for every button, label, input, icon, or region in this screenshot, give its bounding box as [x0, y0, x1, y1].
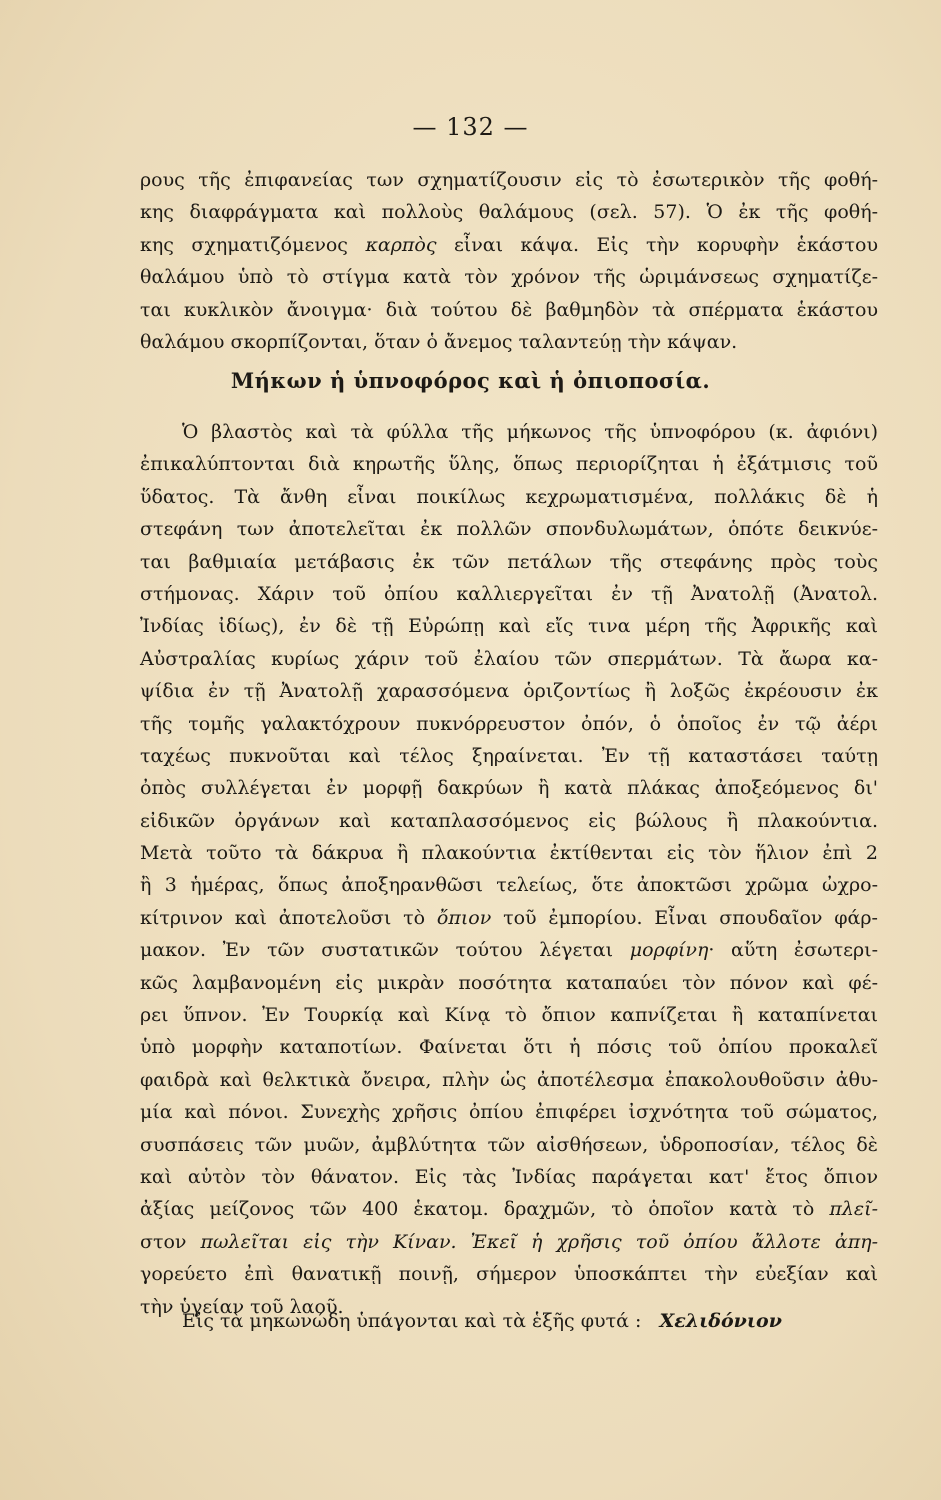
text-line: ρους τῆς ἐπιφανείας των σχηματίζουσιν εἰς τὸ ἐσωτερικὸν τῆς φοθή- — [140, 169, 878, 191]
text-line: τῆς τομῆς γαλακτόχρουν πυκνόρρευστον ὀπόν, ὁ ὁποῖος ἐν τῷ ἀέρι — [140, 712, 878, 735]
text-line: γορεύετο ἐπὶ θανατικῇ ποινῇ, σήμερον ὑποσκάπτει τὴν εὐεξίαν καὶ — [140, 1263, 878, 1286]
text-line: ται κυκλικὸν ἄνοιγμα· διὰ τούτου δὲ βαθμηδὸν τὰ σπέρματα ἑκάστου — [140, 298, 878, 321]
bold-italic-term: Χελιδόνιον — [659, 1310, 782, 1332]
text-line: Ἰνδίας ἰδίως), ἐν δὲ τῇ Εὐρώπῃ καὶ εἴς τινα μέρη τῆς Ἀφρικῆς καὶ — [140, 615, 878, 638]
paragraph-papaveraceae — [140, 1305, 878, 1337]
text-line: Μετὰ τοῦτο τὰ δάκρυα ἢ πλακούντια ἐκτίθενται εἰς τὸν ἥλιον ἐπὶ 2 — [140, 842, 878, 865]
paragraph-capsule — [140, 164, 878, 358]
text-line: θαλάμου σκορπίζονται, ὅταν ὁ ἄνεμος ταλαντεύῃ τὴν κάψαν. — [140, 330, 738, 353]
text-line: στήμονας. Χάριν τοῦ ὀπίου καλλιεργεῖται ἐν τῇ Ἀνατολῇ (Ἀνατολ. — [140, 582, 878, 605]
italic-term: μορφίνη — [629, 939, 709, 962]
text-line: Αὐστραλίας κυρίως χάριν τοῦ ἐλαίου τῶν σπερμάτων. Τὰ ἄωρα κα- — [140, 647, 878, 670]
closing-sentence: Εἰς τὰ μηκωνώδη ὑπάγονται καὶ τὰ ἑξῆς φυτά : — [182, 1310, 642, 1332]
text-line: στον πωλεῖται εἰς τὴν Κίναν. Ἐκεῖ ἡ χρῆσις τοῦ ὀπίου ἄλλοτε ἀπη- — [140, 1230, 878, 1253]
text-line: ὑπὸ μορφὴν καταποτίων. Φαίνεται ὅτι ἡ πόσις τοῦ ὀπίου προκαλεῖ — [140, 1036, 878, 1059]
text-line: ἐπικαλύπτονται διὰ κηρωτῆς ὕλης, ὅπως περιορίζηται ἡ ἐξάτμισις τοῦ — [140, 453, 878, 476]
text-line: μακον. Ἐν τῶν συστατικῶν τούτου λέγεται μορφίνη· αὕτη ἐσωτερι- — [140, 939, 878, 962]
text-line: φαιδρὰ καὶ θελκτικὰ ὄνειρα, πλὴν ὡς ἀποτέλεσμα ἐπακολουθοῦσιν ἀθυ- — [140, 1068, 878, 1091]
text-line: ἀξίας μείζονος τῶν 400 ἑκατομ. δραχμῶν, τὸ ὁποῖον κατὰ τὸ πλεῖ- — [140, 1198, 878, 1221]
text-line: καὶ αὐτὸν τὸν θάνατον. Εἰς τὰς Ἰνδίας παράγεται κατ' ἔτος ὄπιον — [140, 1165, 878, 1188]
text-line: κης σχηματιζόμενος καρπὸς εἶναι κάψα. Εἰς τὴν κορυφὴν ἑκάστου — [140, 233, 879, 256]
text-line — [140, 1305, 878, 1337]
text-line: τὴν ὑγείαν τοῦ λαοῦ. — [140, 1295, 344, 1318]
page-number: — 132 — — [412, 113, 529, 141]
section-heading: Μήκων ἡ ὑπνοφόρος καὶ ἡ ὀπιοποσία. — [230, 368, 711, 393]
text-line: ται βαθμιαία μετάβασις ἐκ τῶν πετάλων τῆς στεφάνης πρὸς τοὺς — [140, 550, 878, 573]
text-line: εἰδικῶν ὀργάνων καὶ καταπλασσόμενος εἰς βώλους ἢ πλακούντια. — [140, 809, 878, 832]
text-line: κης διαφράγματα καὶ πολλοὺς θαλάμους (σελ. 57). Ὁ ἐκ τῆς φοθή- — [140, 201, 878, 224]
text-line: ψίδια ἐν τῇ Ἀνατολῇ χαρασσόμενα ὁριζοντίως ἢ λοξῶς ἐκρέουσιν ἐκ — [140, 680, 878, 703]
text-line: συσπάσεις τῶν μυῶν, ἀμβλύτητα τῶν αἰσθήσεων, ὑδροποσίαν, τέλος δὲ — [140, 1133, 878, 1156]
italic-term: πωλεῖται εἰς τὴν Κίναν. Ἐκεῖ ἡ χρῆσις τοῦ ὀπίου ἄλλοτε ἀπη- — [186, 1230, 878, 1253]
text-line: ἢ 3 ἡμέρας, ὅπως ἀποξηρανθῶσι τελείως, ὅτε ἀποκτῶσι χρῶμα ὠχρο- — [140, 874, 878, 897]
italic-term: ὄπιον — [436, 906, 492, 929]
text-line: κίτρινον καὶ ἀποτελοῦσι τὸ ὄπιον τοῦ ἐμπορίου. Εἶναι σπουδαῖον φάρ- — [140, 906, 878, 929]
italic-term: πλεῖ- — [829, 1198, 878, 1221]
paragraph-opium — [140, 416, 878, 1323]
italic-term: καρπὸς — [365, 233, 437, 256]
text-line: θαλάμου ὑπὸ τὸ στίγμα κατὰ τὸν χρόνον τῆς ὡριμάνσεως σχηματίζε- — [140, 266, 878, 289]
text-line: ὕδατος. Τὰ ἄνθη εἶναι ποικίλως κεχρωματισμένα, πολλάκις δὲ ἡ — [140, 485, 878, 508]
text-line: κῶς λαμβανομένη εἰς μικρὰν ποσότητα καταπαύει τὸν πόνον καὶ φέ- — [140, 971, 878, 994]
text-line: στεφάνη των ἀποτελεῖται ἐκ πολλῶν σπονδυλωμάτων, ὁπότε δεικνύε- — [140, 518, 878, 541]
text-line: ταχέως πυκνοῦται καὶ τέλος ξηραίνεται. Ἐν τῇ καταστάσει ταύτῃ — [140, 744, 878, 767]
text-line: ὀπὸς συλλέγεται ἐν μορφῇ δακρύων ἢ κατὰ πλάκας ἀποξεόμενος δι' — [140, 777, 878, 800]
text-line: ρει ὕπνον. Ἐν Τουρκίᾳ καὶ Κίνᾳ τὸ ὄπιον καπνίζεται ἢ καταπίνεται — [140, 1004, 878, 1027]
text-line: Ὁ βλαστὸς καὶ τὰ φύλλα τῆς μήκωνος τῆς ὑπνοφόρου (κ. ἀφιόνι) — [182, 421, 878, 443]
text-line: μία καὶ πόνοι. Συνεχὴς χρῆσις ὀπίου ἐπιφέρει ἰσχνότητα τοῦ σώματος, — [140, 1101, 878, 1124]
